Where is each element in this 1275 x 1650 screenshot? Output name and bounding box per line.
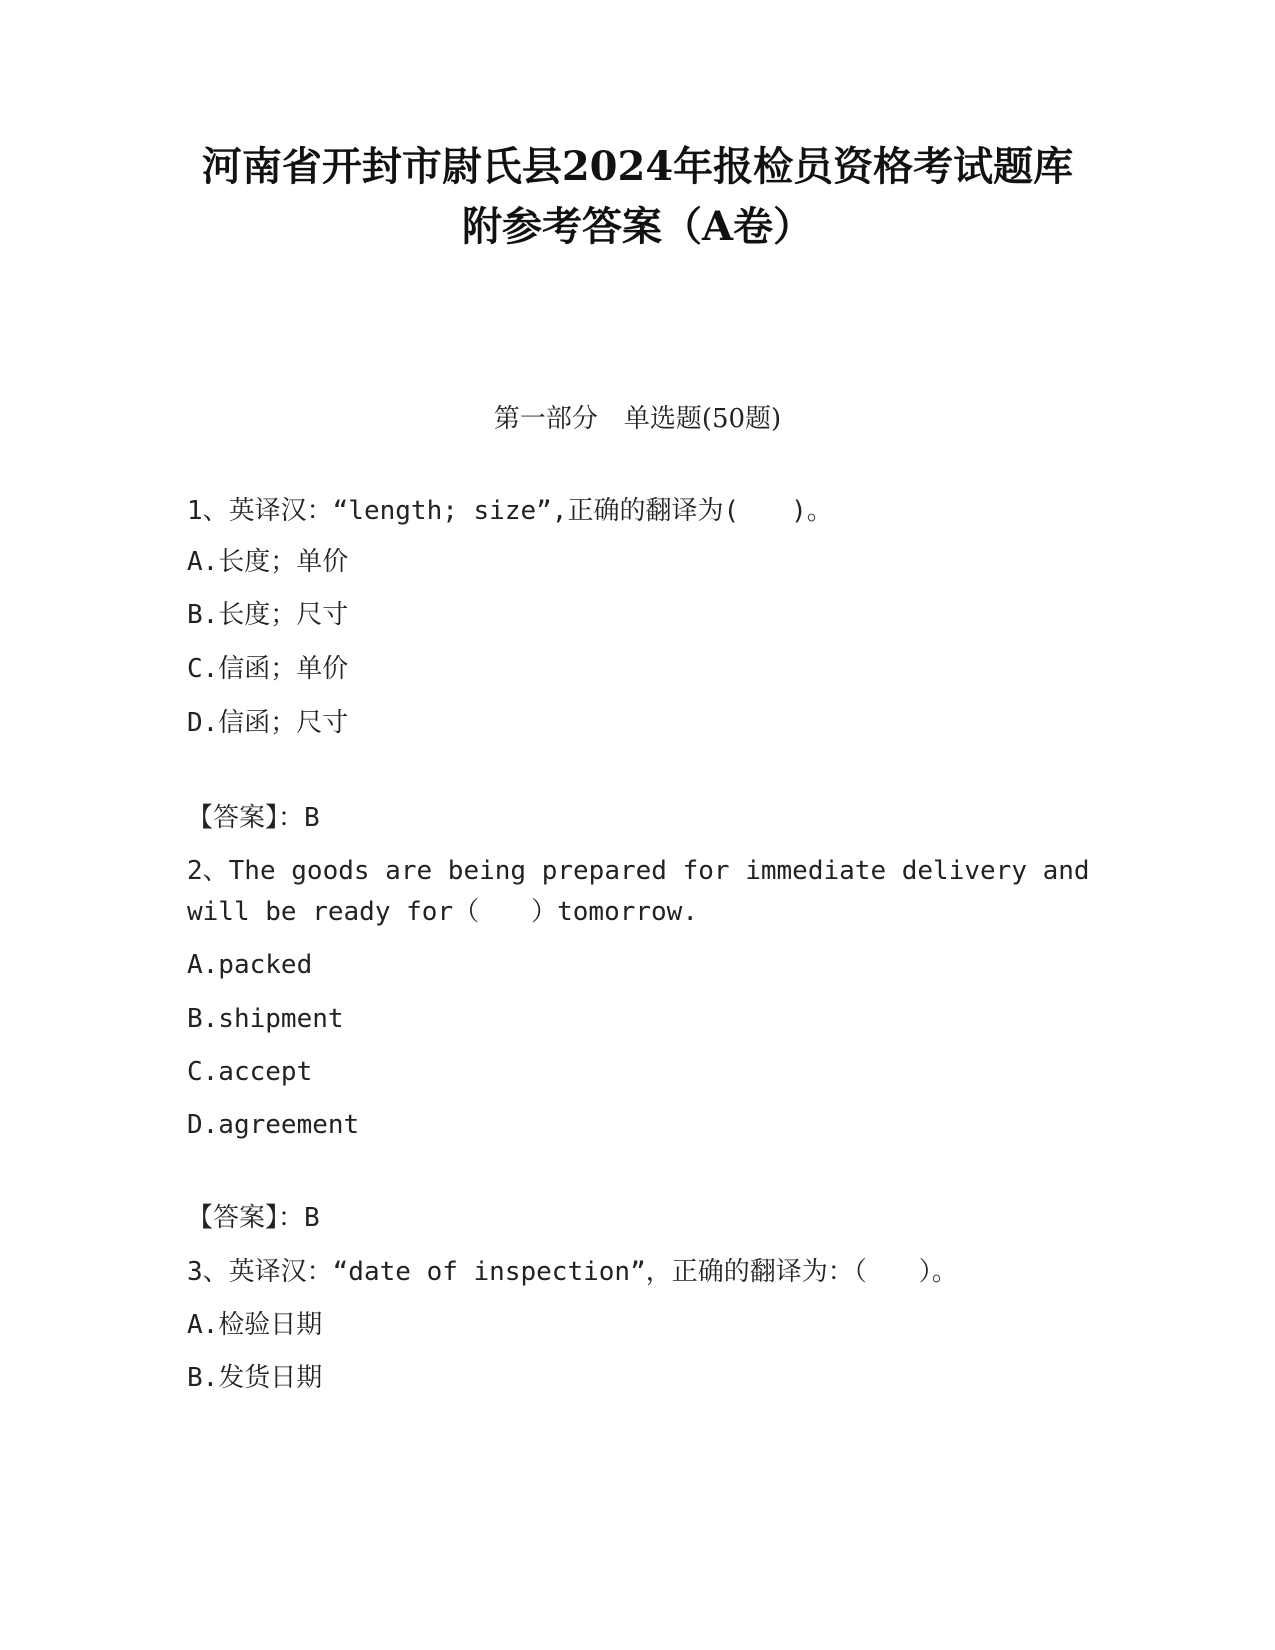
question-2-option-c: C.accept (187, 1057, 313, 1087)
doc-title-line2: 附参考答案（A卷） (461, 203, 814, 250)
question-1-option-d: D.信函；尺寸 (187, 708, 349, 738)
question-2-option-d: D.agreement (187, 1110, 360, 1140)
question-2-answer: 【答案】：B (187, 1203, 320, 1233)
question-1-option-b: B.长度；尺寸 (187, 600, 349, 630)
question-1-option-a: A.长度；单价 (187, 547, 349, 577)
question-1-stem: 1、英译汉：“length; size”,正确的翻译为( )。 (187, 496, 833, 526)
question-1-answer: 【答案】：B (187, 803, 320, 833)
question-2-option-a: A.packed (187, 950, 313, 980)
question-2-option-b: B.shipment (187, 1004, 344, 1034)
question-3-option-a: A.检验日期 (187, 1310, 323, 1340)
question-2-stem-line1: 2、The goods are being prepared for immediate delivery and (187, 856, 1090, 886)
question-3-option-b: B.发货日期 (187, 1363, 323, 1393)
question-2-stem-line2: will be ready for（ ）tomorrow. (187, 897, 698, 927)
question-3-stem: 3、英译汉：“date of inspection”，正确的翻译为：（ ）。 (187, 1257, 958, 1287)
question-1-option-c: C.信函；单价 (187, 654, 349, 684)
section-heading: 第一部分 单选题(50题) (493, 404, 782, 434)
doc-title-line1: 河南省开封市尉氏县2024年报检员资格考试题库 (201, 143, 1074, 190)
